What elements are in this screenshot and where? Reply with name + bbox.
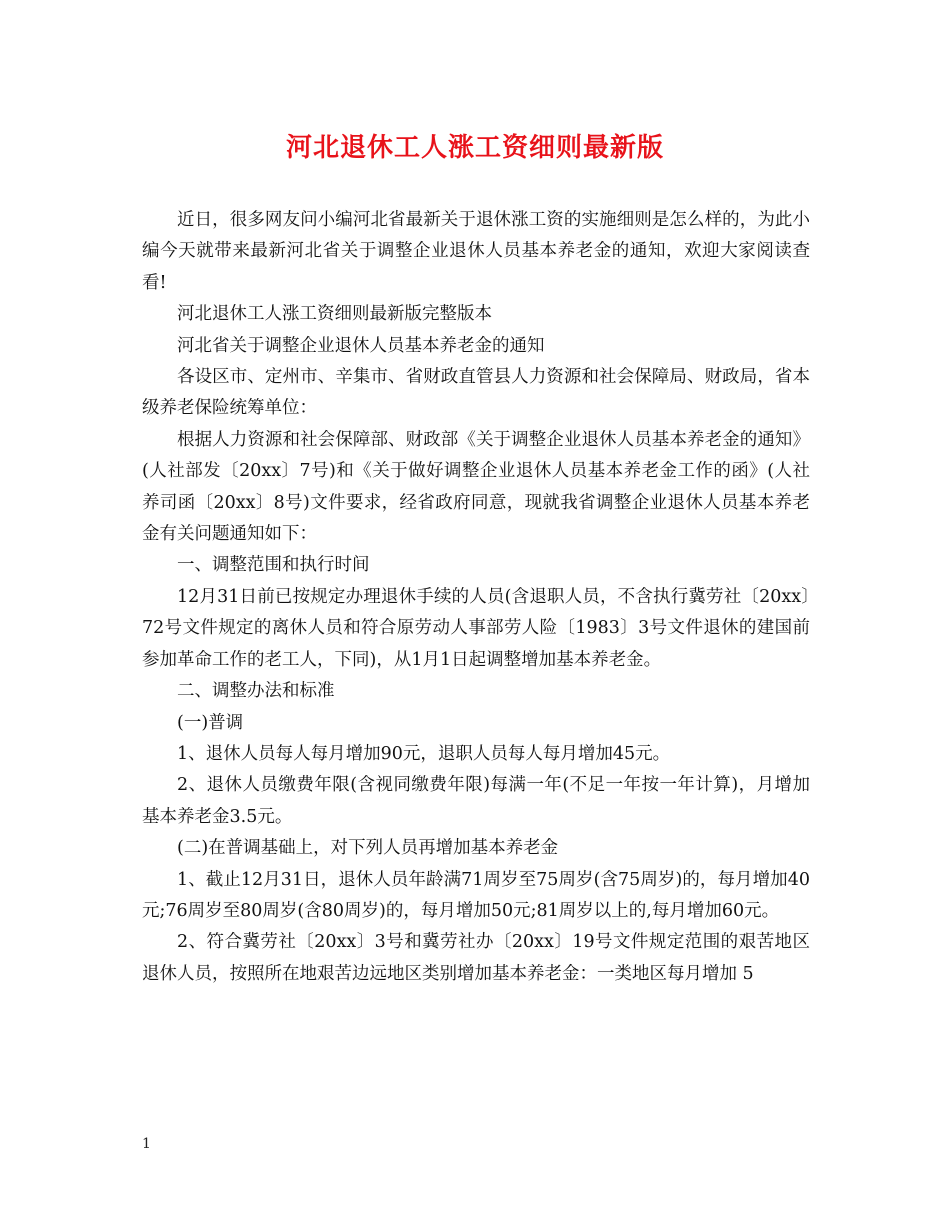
paragraph-recipients: 各设区市、定州市、辛集市、省财政直管县人力资源和社会保障局、财政局，省本级养老保险统筹单位： xyxy=(142,367,810,419)
paragraph-item-1: 1、退休人员每人每月增加90元，退职人员每人每月增加45元。 xyxy=(177,743,671,764)
paragraph-item-2: 2、退休人员缴费年限(含视同缴费年限)每满一年(不足一年按一年计算)，月增加基本养老金3.5元。 xyxy=(142,775,810,827)
document-title: 河北退休工人涨工资细则最新版 xyxy=(285,133,664,163)
document-body xyxy=(142,205,810,990)
paragraph-subtitle: 河北退休工人涨工资细则最新版完整版本 xyxy=(177,304,492,325)
paragraph-age-increase: 1、截止12月31日，退休人员年龄满71周岁至75周岁(含75周岁)的，每月增加40元;76周岁至80周岁(含80周岁)的，每月增加50元;81周岁以上的,每月增加60元。 xyxy=(142,869,810,921)
paragraph-intro: 近日，很多网友问小编河北省最新关于退休涨工资的实施细则是怎么样的，为此小编今天就带来最新河北省关于调整企业退休人员基本养老金的通知，欢迎大家阅读查看! xyxy=(142,210,810,293)
paragraph-hardship-area: 2、符合冀劳社〔20xx〕3号和冀劳社办〔20xx〕19号文件规定范围的艰苦地区退休人员，按照所在地艰苦边远地区类别增加基本养老金：一类地区每月增加 5 xyxy=(142,932,810,984)
paragraph-notice-title: 河北省关于调整企业退休人员基本养老金的通知 xyxy=(177,335,545,356)
page-number: 1 xyxy=(142,1136,151,1152)
subsection-general: (一)普调 xyxy=(177,712,244,733)
paragraph-basis: 根据人力资源和社会保障部、财政部《关于调整企业退休人员基本养老金的通知》(人社部发〔20xx〕7号)和《关于做好调整企业退休人员基本养老金工作的函》(人社养司函〔20xx〕8号)文件要求，经省政府同意，现就我省调整企业退休人员基本养老金有关问题通知如下： xyxy=(142,429,810,545)
section-heading-method: 二、调整办法和标准 xyxy=(177,681,335,702)
paragraph-scope: 12月31日前已按规定办理退休手续的人员(含退职人员，不含执行冀劳社〔20xx〕72号文件规定的离休人员和符合原劳动人事部劳人险〔1983〕3号文件退休的建国前参加革命工作的老工人，下同)，从1月1日起调整增加基本养老金。 xyxy=(142,586,810,670)
subsection-additional: (二)在普调基础上，对下列人员再增加基本养老金 xyxy=(177,838,559,859)
section-heading-scope: 一、调整范围和执行时间 xyxy=(177,555,370,576)
